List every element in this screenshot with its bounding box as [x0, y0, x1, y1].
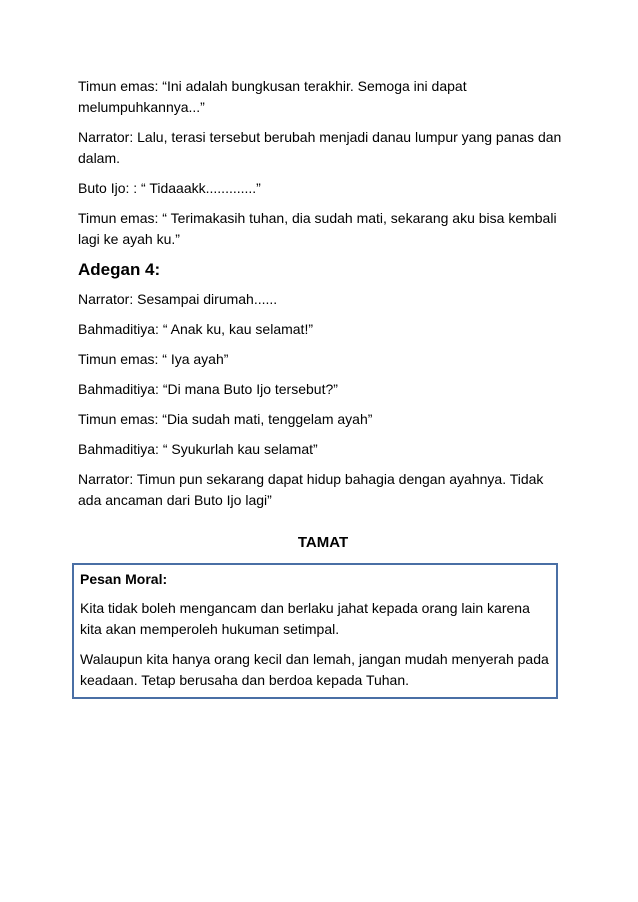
- dialogue-paragraph-9: Timun emas: “Dia sudah mati, tenggelam ayah”: [78, 411, 373, 427]
- dialogue-paragraph-3: Buto Ijo: : “ Tidaaakk.............”: [78, 180, 261, 196]
- moral-paragraph-2: Walaupun kita hanya orang kecil dan lemah, jangan mudah menyerah pada keadaan. Tetap berusaha dan berdoa kepada Tuhan.: [80, 651, 549, 688]
- dialogue-paragraph-7: Timun emas: “ Iya ayah”: [78, 351, 229, 367]
- scene-heading: Adegan 4:: [78, 260, 161, 279]
- dialogue-paragraph-1: Timun emas: “Ini adalah bungkusan terakhir. Semoga ini dapat melumpuhkannya...”: [78, 78, 467, 115]
- document-body: [78, 76, 568, 699]
- dialogue-paragraph-11: Narrator: Timun pun sekarang dapat hidup bahagia dengan ayahnya. Tidak ada ancaman dari Buto Ijo lagi”: [78, 471, 544, 508]
- dialogue-paragraph-8: Bahmaditiya: “Di mana Buto Ijo tersebut?”: [78, 381, 338, 397]
- dialogue-paragraph-4: Timun emas: “ Terimakasih tuhan, dia sudah mati, sekarang aku bisa kembali lagi ke ayah ku.”: [78, 210, 557, 247]
- moral-title: Pesan Moral:: [80, 571, 168, 587]
- dialogue-paragraph-6: Bahmaditiya: “ Anak ku, kau selamat!”: [78, 321, 313, 337]
- dialogue-paragraph-10: Bahmaditiya: “ Syukurlah kau selamat”: [78, 441, 318, 457]
- dialogue-paragraph-5: Narrator: Sesampai dirumah......: [78, 291, 278, 307]
- dialogue-paragraph-2: Narrator: Lalu, terasi tersebut berubah menjadi danau lumpur yang panas dan dalam.: [78, 129, 562, 166]
- moral-message-box: [72, 563, 558, 699]
- moral-paragraph-1: Kita tidak boleh mengancam dan berlaku jahat kepada orang lain karena kita akan memperoleh hukuman setimpal.: [80, 600, 530, 637]
- end-label: TAMAT: [297, 534, 349, 551]
